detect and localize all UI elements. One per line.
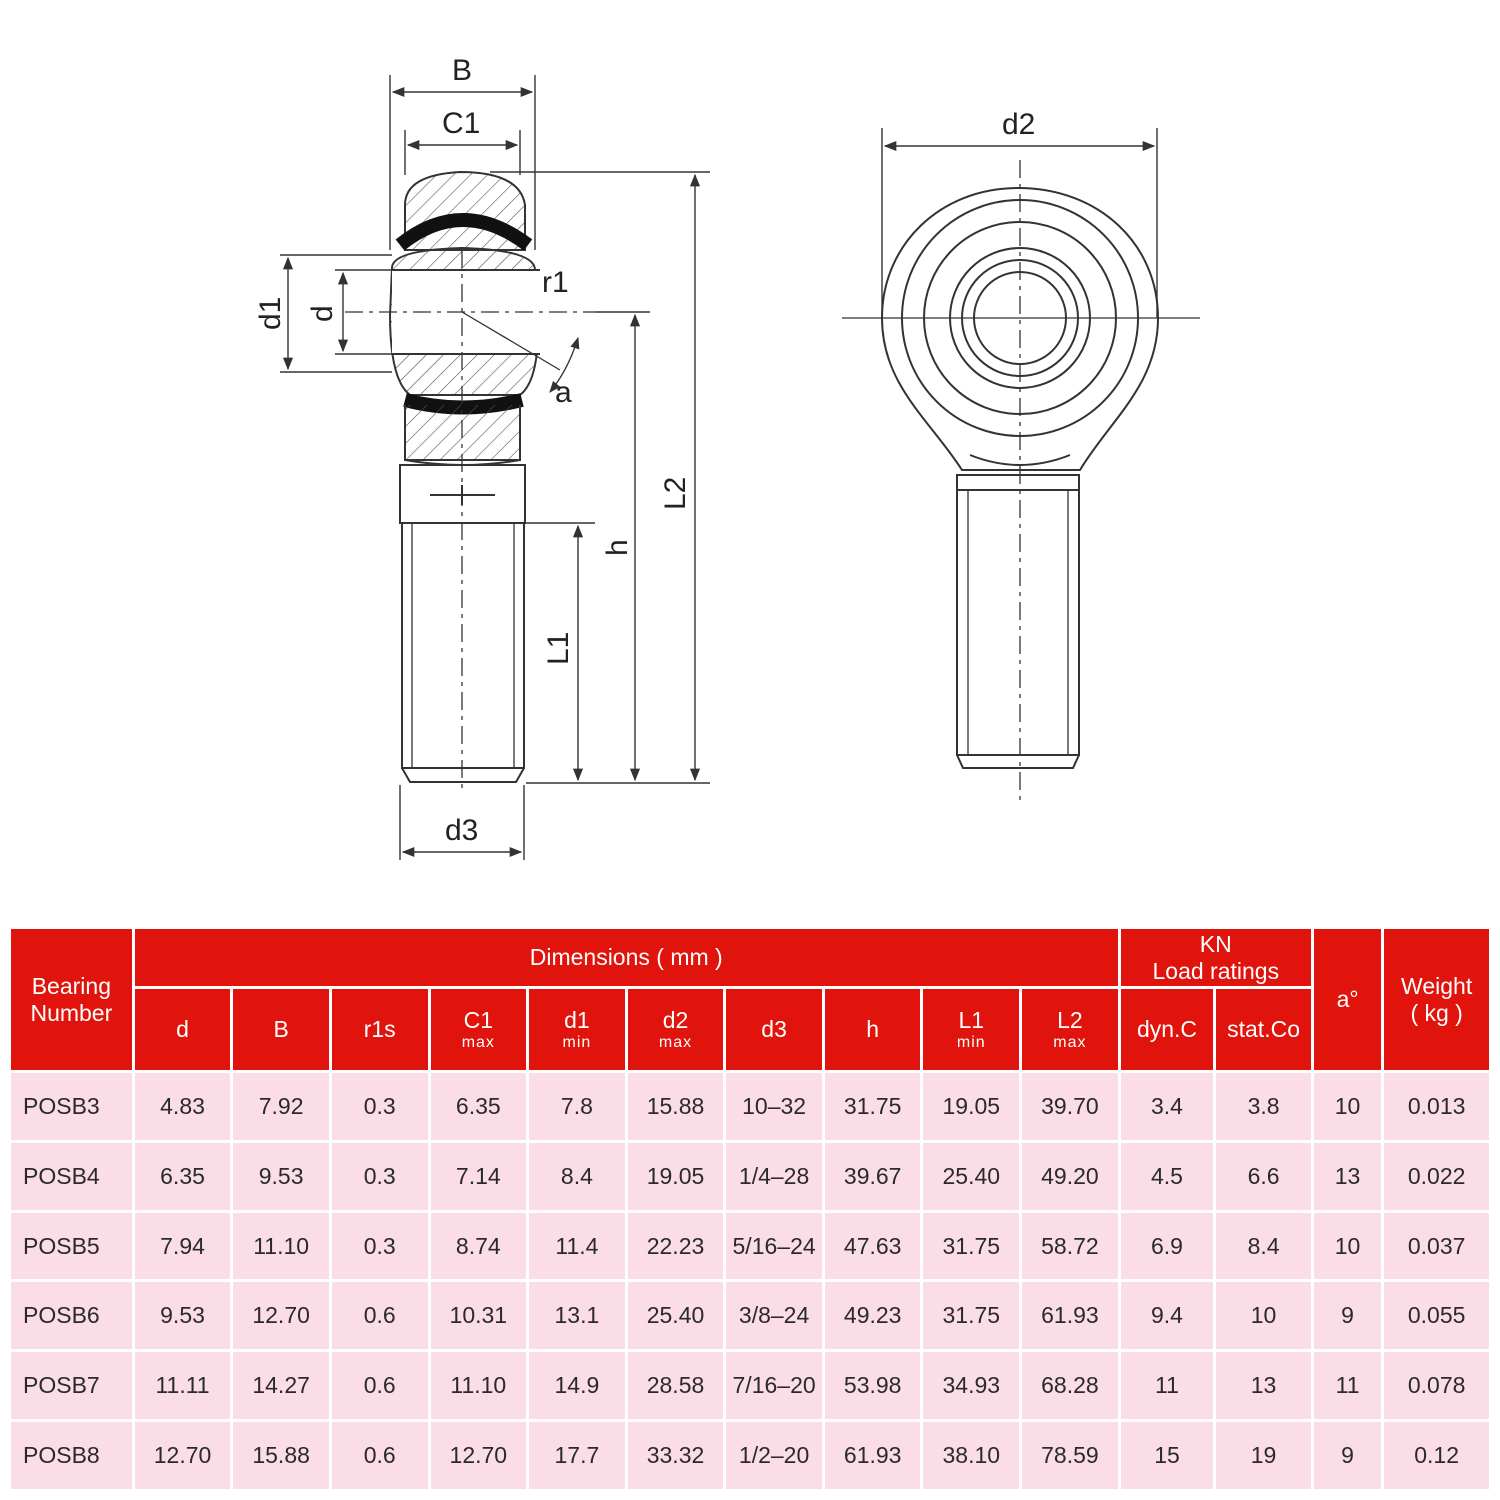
table-cell: 13 — [1312, 1141, 1382, 1211]
table-cell: 15.88 — [626, 1072, 725, 1142]
table-cell: 0.3 — [330, 1211, 429, 1281]
table-cell: 39.67 — [823, 1141, 922, 1211]
header-d2: d2 max — [626, 988, 725, 1072]
table-cell: 25.40 — [922, 1141, 1021, 1211]
table-cell: 1/4–28 — [725, 1141, 824, 1211]
specification-table — [8, 926, 1492, 1492]
header-r1s: r1s — [330, 988, 429, 1072]
bearing-number-cell: POSB3 — [10, 1072, 134, 1142]
table-cell: 0.12 — [1383, 1421, 1491, 1491]
table-cell: 15 — [1119, 1421, 1215, 1491]
header-d3: d3 — [725, 988, 824, 1072]
header-L2: L2 max — [1021, 988, 1120, 1072]
table-row — [10, 1141, 1491, 1211]
label-r1: r1 — [542, 266, 569, 299]
table-cell: 6.6 — [1215, 1141, 1313, 1211]
table-cell: 68.28 — [1021, 1351, 1120, 1421]
table-cell: 0.6 — [330, 1421, 429, 1491]
table-cell: 0.037 — [1383, 1211, 1491, 1281]
header-d: d — [133, 988, 232, 1072]
table-cell: 17.7 — [528, 1421, 627, 1491]
table-cell: 28.58 — [626, 1351, 725, 1421]
front-view — [842, 160, 1200, 805]
table-cell: 47.63 — [823, 1211, 922, 1281]
header-dyn-c: dyn.C — [1119, 988, 1215, 1072]
table-cell: 4.5 — [1119, 1141, 1215, 1211]
header-angle: a° — [1312, 928, 1382, 1072]
table-cell: 61.93 — [823, 1421, 922, 1491]
table-cell: 7.92 — [232, 1072, 331, 1142]
table-cell: 8.74 — [429, 1211, 528, 1281]
header-B: B — [232, 988, 331, 1072]
table-cell: 61.93 — [1021, 1281, 1120, 1351]
table-cell: 9 — [1312, 1421, 1382, 1491]
table-cell: 49.23 — [823, 1281, 922, 1351]
table-cell: 0.3 — [330, 1141, 429, 1211]
table-cell: 3.4 — [1119, 1072, 1215, 1142]
table-cell: 25.40 — [626, 1281, 725, 1351]
table-cell: 53.98 — [823, 1351, 922, 1421]
table-cell: 7.14 — [429, 1141, 528, 1211]
table-cell: 31.75 — [922, 1281, 1021, 1351]
table-cell: 10 — [1215, 1281, 1313, 1351]
bearing-number-cell: POSB5 — [10, 1211, 134, 1281]
table-cell: 0.078 — [1383, 1351, 1491, 1421]
table-cell: 31.75 — [922, 1211, 1021, 1281]
bearing-number-cell: POSB4 — [10, 1141, 134, 1211]
bearing-number-cell: POSB8 — [10, 1421, 134, 1491]
table-cell: 0.6 — [330, 1281, 429, 1351]
table-cell: 19 — [1215, 1421, 1313, 1491]
header-dimensions-group: Dimensions ( mm ) — [133, 928, 1119, 988]
table-cell: 7/16–20 — [725, 1351, 824, 1421]
table-row — [10, 1281, 1491, 1351]
table-cell: 6.35 — [429, 1072, 528, 1142]
label-d2: d2 — [1002, 108, 1036, 141]
specification-table-body — [10, 1072, 1491, 1491]
header-bearing-number: Bearing Number — [10, 928, 134, 1072]
table-cell: 0.055 — [1383, 1281, 1491, 1351]
table-cell: 49.20 — [1021, 1141, 1120, 1211]
table-cell: 0.3 — [330, 1072, 429, 1142]
header-d1: d1 min — [528, 988, 627, 1072]
label-L2: L2 — [659, 476, 692, 510]
header-load-ratings-group: KN Load ratings — [1119, 928, 1312, 988]
table-cell: 14.27 — [232, 1351, 331, 1421]
label-L1: L1 — [542, 631, 575, 665]
table-cell: 7.8 — [528, 1072, 627, 1142]
table-cell: 8.4 — [528, 1141, 627, 1211]
table-cell: 15.88 — [232, 1421, 331, 1491]
table-cell: 12.70 — [232, 1281, 331, 1351]
header-C1: C1 max — [429, 988, 528, 1072]
table-cell: 34.93 — [922, 1351, 1021, 1421]
table-cell: 10.31 — [429, 1281, 528, 1351]
table-cell: 9.53 — [232, 1141, 331, 1211]
table-cell: 14.9 — [528, 1351, 627, 1421]
table-cell: 0.6 — [330, 1351, 429, 1421]
table-cell: 11.10 — [232, 1211, 331, 1281]
table-row — [10, 1072, 1491, 1142]
table-cell: 3/8–24 — [725, 1281, 824, 1351]
table-cell: 11 — [1119, 1351, 1215, 1421]
table-cell: 7.94 — [133, 1211, 232, 1281]
table-cell: 0.022 — [1383, 1141, 1491, 1211]
table-cell: 22.23 — [626, 1211, 725, 1281]
table-cell: 1/2–20 — [725, 1421, 824, 1491]
table-cell: 6.35 — [133, 1141, 232, 1211]
label-d1: d1 — [254, 296, 287, 330]
table-cell: 78.59 — [1021, 1421, 1120, 1491]
table-row — [10, 1211, 1491, 1281]
table-cell: 13 — [1215, 1351, 1313, 1421]
table-cell: 9.4 — [1119, 1281, 1215, 1351]
table-cell: 6.9 — [1119, 1211, 1215, 1281]
table-cell: 11.4 — [528, 1211, 627, 1281]
header-stat-c: stat.Co — [1215, 988, 1313, 1072]
table-cell: 10–32 — [725, 1072, 824, 1142]
table-cell: 4.83 — [133, 1072, 232, 1142]
table-cell: 11.10 — [429, 1351, 528, 1421]
table-cell: 8.4 — [1215, 1211, 1313, 1281]
bearing-number-cell: POSB7 — [10, 1351, 134, 1421]
table-cell: 9 — [1312, 1281, 1382, 1351]
table-cell: 13.1 — [528, 1281, 627, 1351]
table-cell: 11.11 — [133, 1351, 232, 1421]
table-cell: 5/16–24 — [725, 1211, 824, 1281]
label-B: B — [452, 54, 473, 87]
label-a: a — [555, 376, 572, 409]
bearing-number-cell: POSB6 — [10, 1281, 134, 1351]
label-d: d — [306, 305, 339, 322]
table-cell: 10 — [1312, 1211, 1382, 1281]
label-d3: d3 — [445, 814, 479, 847]
table-cell: 19.05 — [626, 1141, 725, 1211]
table-row — [10, 1351, 1491, 1421]
table-cell: 31.75 — [823, 1072, 922, 1142]
label-C1: C1 — [442, 107, 481, 140]
table-cell: 9.53 — [133, 1281, 232, 1351]
table-cell: 3.8 — [1215, 1072, 1313, 1142]
table-cell: 38.10 — [922, 1421, 1021, 1491]
table-row — [10, 1421, 1491, 1491]
header-weight: Weight ( kg ) — [1383, 928, 1491, 1072]
header-h: h — [823, 988, 922, 1072]
table-cell: 12.70 — [429, 1421, 528, 1491]
table-cell: 0.013 — [1383, 1072, 1491, 1142]
table-cell: 11 — [1312, 1351, 1382, 1421]
table-cell: 12.70 — [133, 1421, 232, 1491]
table-cell: 33.32 — [626, 1421, 725, 1491]
label-h: h — [601, 539, 634, 556]
table-cell: 58.72 — [1021, 1211, 1120, 1281]
side-section-view — [345, 172, 595, 790]
header-L1: L1 min — [922, 988, 1021, 1072]
table-cell: 19.05 — [922, 1072, 1021, 1142]
table-cell: 10 — [1312, 1072, 1382, 1142]
table-cell: 39.70 — [1021, 1072, 1120, 1142]
